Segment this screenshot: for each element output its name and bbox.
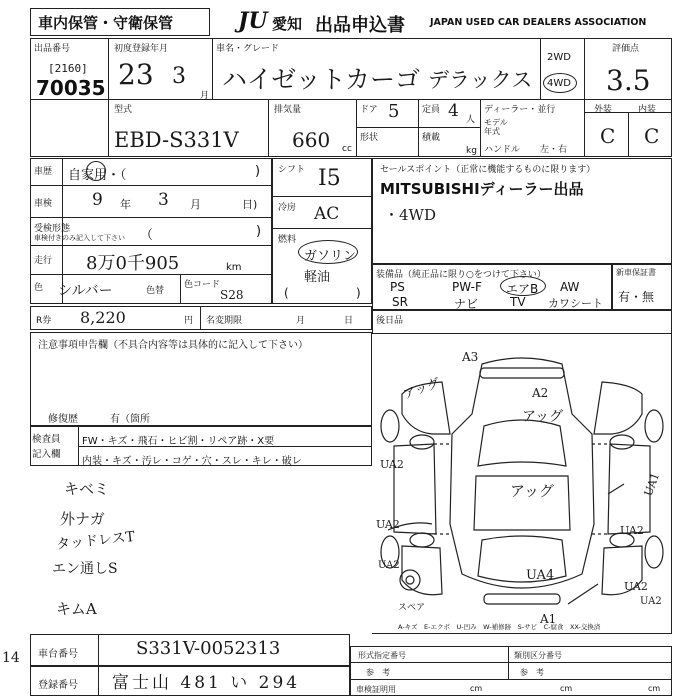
- history-value: 自家用・（: [68, 168, 127, 183]
- displacement-value: 660: [292, 128, 331, 152]
- displacement-label: 排気量: [274, 105, 302, 115]
- damage-ua2-right-2: UA2: [624, 580, 648, 593]
- ju-logo: JU: [238, 8, 268, 34]
- plate-label: 登録番号: [38, 680, 78, 691]
- equipment-tv: TV: [510, 295, 526, 309]
- handle-label: ハンドル: [484, 145, 521, 155]
- lot-label: 出品番号: [34, 44, 71, 54]
- shape-label: 形状: [360, 133, 379, 143]
- airbag-circle: [500, 276, 546, 296]
- color-label: 色: [34, 283, 44, 293]
- shift-value: I5: [318, 166, 341, 191]
- equipment-label: 装備品（純正品に限り○をつけて下さい）: [376, 270, 546, 280]
- inspection-month: 3: [158, 190, 169, 210]
- r-ticket-unit: 円: [184, 316, 194, 326]
- model-year-label: モデル 年式: [484, 118, 508, 136]
- exterior-grade: C: [600, 124, 616, 148]
- inspection-year: 9: [92, 190, 103, 210]
- storage-title: 車内保管・守衛保管: [38, 14, 174, 32]
- load-unit: kg: [466, 146, 477, 156]
- sales-label: セールスポイント（正常に機能するものに限ります）: [380, 165, 596, 175]
- fuel-label: 燃料: [278, 235, 297, 245]
- shift-label: シフト: [278, 165, 306, 175]
- damage-a2: A2: [532, 386, 549, 400]
- handle-options: 左・右: [540, 145, 568, 155]
- sales-headline: MITSUBISHIディーラー出品: [380, 180, 584, 198]
- reference-label-1: 参 考: [366, 668, 390, 677]
- chassis-number: S331V-0052313: [136, 638, 281, 659]
- damage-ua4: UA4: [526, 568, 555, 583]
- r-ticket-value: 8,220: [80, 308, 126, 327]
- r-ticket-label: R券: [36, 316, 52, 326]
- damage-airbag-2: アッグ: [522, 409, 564, 425]
- color-code: S28: [220, 288, 244, 302]
- ju-branch: 愛知: [272, 15, 303, 33]
- damage-a3: A3: [462, 350, 479, 364]
- color-value: シルバー: [58, 283, 113, 299]
- inspector-label: 検査員 記入欄: [32, 434, 61, 460]
- damage-ua1: UA1: [641, 471, 663, 498]
- repair-label: 修復歴: [48, 414, 78, 425]
- car-grade: デラックス: [428, 68, 533, 92]
- equipment-pwf: PW-F: [452, 280, 482, 294]
- note-1: キベミ: [64, 480, 110, 498]
- displacement-unit: cc: [342, 144, 352, 154]
- notes-label: 注意事項申告欄（不具合内容等は具体的に記入して下さい）: [38, 340, 308, 351]
- damage-ua2-bottom-2: UA2: [378, 560, 400, 571]
- score-value: 3.5: [606, 64, 651, 97]
- reference-label-2: 参 考: [520, 668, 544, 677]
- model-code: EBD-S331V: [114, 128, 239, 152]
- equipment-ps: PS: [390, 280, 405, 294]
- note-3: タッドレスT: [55, 528, 136, 554]
- interior-grade: C: [644, 124, 660, 148]
- chassis-label: 車台番号: [38, 649, 78, 660]
- history-label: 車歴: [34, 167, 53, 177]
- lot-number: 70035: [36, 76, 106, 100]
- repair-value: 有（箇所: [110, 414, 150, 425]
- damage-ua2-left: UA2: [380, 458, 404, 471]
- model-label: 型式: [114, 105, 133, 115]
- inspector-interior: 内装・キズ・汚レ・コゲ・穴・スレ・キレ・破レ: [82, 456, 302, 467]
- capacity-value: 4: [448, 101, 459, 121]
- receive-note: 車検付きのみ記入して下さい: [34, 234, 125, 242]
- note-2: 外ナガ: [60, 510, 105, 528]
- category-number-label: 類別区分番号: [514, 651, 562, 660]
- equipment-navi: ナビ: [454, 297, 479, 311]
- car-name-label: 車名・グレード: [216, 44, 280, 54]
- drive-4wd: 4WD: [547, 78, 571, 89]
- sales-point-1: ・4WD: [384, 206, 436, 224]
- door-count: 5: [388, 101, 400, 122]
- lot-small-number: [2160]: [48, 62, 88, 75]
- fuel-gasoline: ガソリン: [304, 249, 357, 264]
- plate-number: 富士山 481 い 294: [112, 673, 301, 693]
- damage-ua2-right: UA2: [620, 524, 644, 537]
- damage-a1: A1: [540, 612, 557, 626]
- damage-airbag-1: アッグ: [401, 375, 443, 403]
- color-code-label: 色コード: [184, 280, 221, 290]
- inspection-label: 車検: [34, 199, 53, 209]
- damage-airbag-3: アッグ: [510, 482, 554, 500]
- equipment-sr: SR: [392, 295, 408, 309]
- receive-label: 受検形態: [34, 224, 71, 234]
- inspection-year-unit: 年: [120, 198, 131, 211]
- rear-items-frame: [372, 310, 672, 334]
- registration-month-unit: 月: [200, 91, 210, 101]
- inspection-day-unit: 日): [242, 198, 258, 211]
- exterior-label: 外装: [594, 105, 613, 115]
- new-warranty-label: 新車保証書: [616, 268, 656, 277]
- margin-note: 14: [2, 650, 20, 666]
- private-use-circle: [86, 161, 106, 181]
- interior-label: 内装: [638, 105, 657, 115]
- car-name: ハイゼットカーゴ: [222, 65, 421, 94]
- equipment-kawa-seat: カワシート: [548, 297, 603, 310]
- door-label: ドア: [360, 105, 378, 115]
- equipment-airbag: エアB: [506, 282, 539, 296]
- note-5: キムA: [56, 600, 97, 618]
- color-swap-label: 色替: [146, 286, 165, 296]
- fuel-diesel: 軽油: [304, 270, 331, 285]
- drive-2wd: 2WD: [547, 52, 571, 63]
- damage-ua2-bottom: UA2: [640, 596, 662, 607]
- 4wd-circle: [543, 73, 577, 93]
- gasoline-circle: [298, 240, 358, 264]
- ac-value: AC: [314, 204, 340, 224]
- spare-label: スペア: [398, 603, 426, 613]
- registration-label: 初度登録年月: [114, 44, 169, 54]
- history-close: ): [255, 164, 261, 179]
- mileage-label: 走行: [34, 256, 53, 266]
- name-change-label: 名変期限: [206, 316, 243, 326]
- ac-label: 冷房: [278, 203, 297, 213]
- cert-number-label: 形式指定番号: [358, 651, 406, 660]
- size-label: 車検証明用: [356, 685, 396, 694]
- damage-legend: A-キズ E-エクボ U-凹み W-補修跡 S-サビ C-腐食 XX-交換済: [398, 623, 601, 631]
- mileage-value: 8万0千905: [86, 253, 180, 274]
- note-4: エン通しS: [52, 561, 118, 577]
- mileage-unit: km: [226, 262, 242, 273]
- form-title: 出品申込書: [315, 15, 405, 36]
- rear-items-label: 後日品: [376, 316, 404, 326]
- capacity-label: 定員: [422, 105, 441, 115]
- inspection-month-unit: 月: [190, 198, 201, 211]
- capacity-unit: 人: [466, 115, 476, 125]
- association-name: JAPAN USED CAR DEALERS ASSOCIATION: [430, 17, 647, 28]
- damage-ua2-left-2: UA2: [376, 518, 400, 531]
- score-label: 評価点: [612, 44, 640, 54]
- new-warranty-options: 有・無: [618, 290, 655, 304]
- registration-month: 3: [172, 64, 186, 89]
- equipment-aw: AW: [560, 280, 580, 294]
- inspector-exterior: FW・キズ・飛石・ヒビ割・リペア跡・X要: [82, 436, 275, 447]
- dealer-label: ディーラー・並行: [484, 105, 556, 115]
- load-label: 積載: [422, 133, 441, 143]
- registration-year: 23: [118, 58, 154, 91]
